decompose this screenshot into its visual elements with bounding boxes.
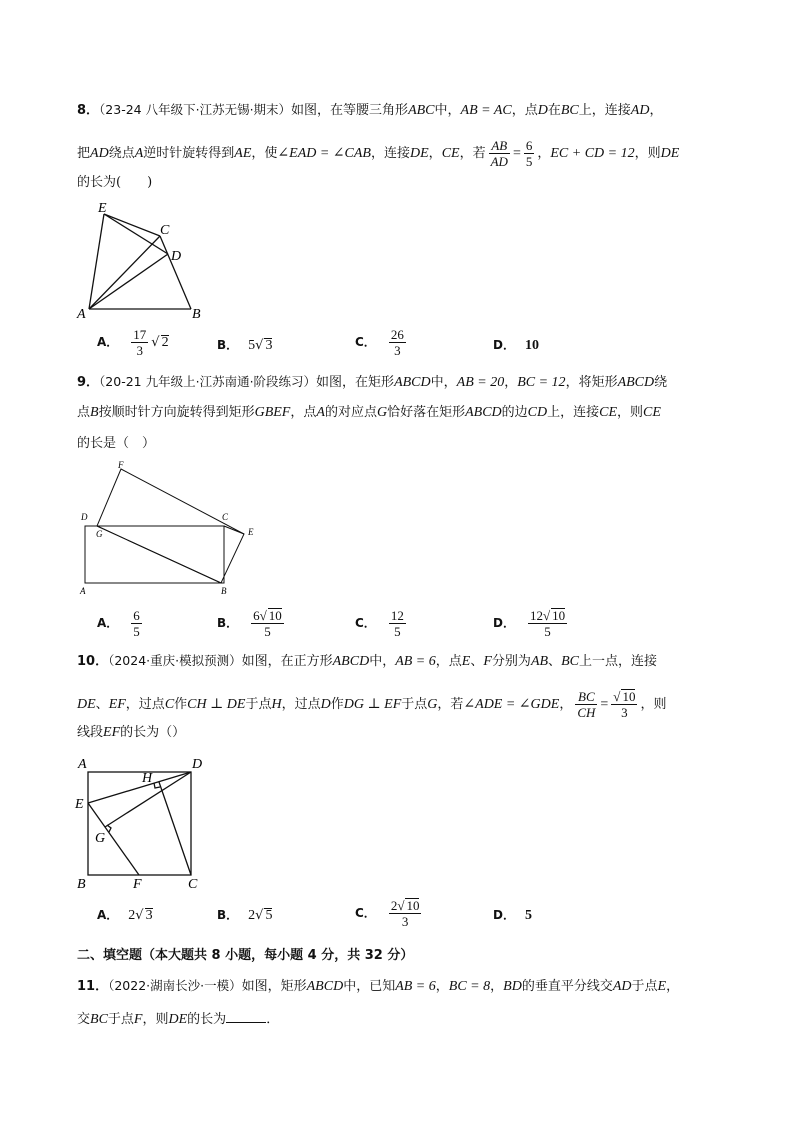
q9-number: 9． [77,375,100,390]
q9-text: 的边 [501,405,528,420]
q11-number: 11． [77,979,109,994]
q11-text: ， [666,979,680,994]
q9-math: BC = 12 [517,375,566,390]
q9-math: ABCD [617,375,655,390]
q8-option-b[interactable]: B． 5√ 3 [217,338,273,353]
fraction-numerator: 26 [390,327,404,342]
q10-math: AB = 6 [395,654,436,669]
q8-math: ∠EAD = ∠CAB [277,146,371,161]
q9-line-3 [77,435,155,453]
q8-option-d[interactable] [493,336,539,355]
q10-text: ，过点 [281,697,321,712]
q11-text: ， [490,979,504,994]
q8-math: AE [234,146,252,161]
coefficient: 12 [529,608,543,623]
fraction-numerator: 6 [133,608,140,623]
q8-text: ，则 [634,146,661,161]
q9-text: 绕 [654,375,668,390]
q10-text: 如图，在正方形 [241,654,333,669]
q10-text: 、 [470,654,484,669]
q8-math: BC [560,103,579,118]
q9-text: 上，连接 [547,405,600,420]
label-e: E [248,527,254,537]
option-label: A． [97,616,119,630]
q8-number: 8． [77,103,100,118]
q10-text: ， [559,697,573,712]
option-label: B． [217,908,239,922]
q11-line-2 [77,1008,279,1029]
q11-source: （2022·湖南长沙·一模） [108,978,242,993]
radicand: 2 [161,335,169,350]
q9-text: ，则 [617,405,644,420]
q11-line-1 [77,977,679,996]
q11-text: ． [266,1012,280,1027]
q9-text: 中， [430,375,457,390]
segment-ed [104,214,168,254]
coefficient: 5 [248,338,256,353]
section-heading: 二、填空题（本大题共 8 小题，每小题 4 分，共 32 分） [77,948,414,963]
q8-math: DE [410,146,429,161]
q10-option-a[interactable]: A． 2√ 3 [97,908,153,923]
label-g: G [95,831,106,846]
q8-math: CE [441,146,460,161]
q10-math: = [600,697,609,712]
q8-text: ， [428,146,442,161]
coefficient: 6 [253,608,260,623]
fraction-denominator: 5 [544,624,551,639]
q11-text: ，则 [142,1012,169,1027]
q10-text: 分别为 [491,654,531,669]
q8-text: 如图，在等腰三角形 [291,103,409,118]
fraction-numerator: AB [489,138,510,154]
label-c: C [160,223,170,238]
segment-de [88,772,191,803]
label-e: E [75,797,84,812]
label-d: D [171,249,182,264]
option-label: B． [217,338,239,352]
q9-math: CD [527,405,548,420]
q11-text: 的长为 [187,1012,227,1027]
option-label: C． [355,335,376,349]
coefficient: 2 [248,908,256,923]
q9-math: CE [599,405,618,420]
segment-ch [159,782,191,875]
q8-line-3 [77,174,152,192]
option-fraction: $\frac{2√ 10}{3}$ [390,898,420,929]
q11-text: 于点 [107,1012,134,1027]
q8-text: 绕点 [108,146,135,161]
q10-text: 作 [174,697,188,712]
q11-math: E [657,979,667,994]
segment-ac [89,236,160,309]
label-d: D [81,512,88,522]
option-value: 5 [524,908,532,923]
coefficient: 2 [390,898,398,913]
fraction-denominator: 5 [525,154,533,169]
segment-gb [97,526,221,583]
q10-source: （2024·重庆·模拟预测） [108,653,242,668]
fraction-denominator: 5 [264,624,271,639]
q10-fraction-rhs: $\frac{√ 10}{3}$ [613,689,636,720]
q8-text: ， [537,146,551,161]
label-c: C [222,512,229,522]
option-fraction [131,327,148,358]
q9-line-1 [77,373,667,392]
q10-text: ，过点 [125,697,165,712]
q8-fraction-6-5 [524,138,535,169]
option-label: B． [217,616,239,630]
fraction-denominator: 3 [401,914,409,929]
label-g: G [96,529,103,539]
q9-figure [76,458,266,600]
q11-math: BC [90,1012,108,1027]
q9-text: 点 [77,405,91,420]
q9-math: ABCD [394,375,431,390]
q11-text: 中，已知 [343,979,396,994]
q9-text: 恰好落在矩形 [387,405,466,420]
option-fraction: $\frac{6√ 10}{5}$ [253,608,282,639]
q11-math: AB = 6 [395,979,436,994]
q10-math: H [271,697,282,712]
q9-math: A [316,405,325,420]
label-h: H [142,771,153,786]
option-label: A． [97,335,119,349]
q10-text: ，则 [640,697,667,712]
radicand: 10 [552,608,566,623]
q8-text: 把 [77,146,91,161]
option-label: C． [355,906,376,920]
q9-math: CE [643,405,661,420]
q10-text: 于点 [245,697,272,712]
q8-math: AD [630,103,650,118]
q11-math: BD [503,979,522,994]
coefficient: 2 [128,908,136,923]
label-a: A [78,757,87,772]
q9-text: ，将矩形 [565,375,618,390]
q10-math: ∠ADE = ∠GDE [463,697,560,712]
q9-math: GBEF [254,405,291,420]
label-b: B [192,307,201,322]
q9-option-a[interactable] [97,608,145,639]
q8-line-1 [77,101,662,120]
q8-text: ， [649,103,663,118]
q8-text: ，使 [251,146,278,161]
label-e: E [98,201,107,216]
q8-text: 在 [547,103,561,118]
option-value: 10 [524,338,539,353]
q11-math: F [133,1012,143,1027]
q11-math: ABCD [306,979,344,994]
q10-math: D [320,697,331,712]
q10-text: ，点 [435,654,462,669]
option-label: D． [493,616,515,630]
option-fraction [389,608,406,639]
radicand: 3 [145,908,153,923]
q10-math: ABCD [332,654,370,669]
option-label: C． [355,616,376,630]
q9-source: （20-21 九年级上·江苏南通·阶段练习） [99,374,317,389]
q8-text: 的长为( ) [77,175,153,190]
q8-text: ，连接 [370,146,410,161]
q8-text: 上，连接 [578,103,631,118]
q10-text: ，若 [437,697,464,712]
q10-math: G [427,697,438,712]
segment-ad [89,254,168,309]
q10-line-3 [77,724,185,742]
fraction-denominator: 5 [133,624,140,639]
q9-math: B [90,405,99,420]
q10-text: 、 [95,697,109,712]
option-label: D． [493,338,515,352]
q9-line-2 [77,404,661,422]
q9-math: ABCD [465,405,502,420]
q8-line-2 [77,138,679,169]
q8-source: （23-24 八年级下·江苏无锡·期末） [99,102,292,117]
q10-option-d[interactable] [493,906,532,925]
q10-math: EF [103,725,121,740]
fraction-denominator: 3 [136,343,144,358]
q10-math: E [461,654,471,669]
q9-option-c[interactable] [355,608,409,639]
fraction-numerator: 17 [133,327,147,342]
q11-text: 交 [77,1012,91,1027]
q9-option-b[interactable] [217,608,287,639]
q10-math: F [483,654,492,669]
q8-text: ，若 [459,146,486,161]
q10-math: CH ⊥ DE [187,697,246,712]
label-f: F [133,877,142,892]
q8-text: 逆时针旋转得到 [143,146,235,161]
q10-text: 作 [330,697,344,712]
radicand: 10 [268,608,282,623]
q9-text: 的对应点 [324,405,377,420]
radicand: 5 [265,908,273,923]
q11-math: AD [612,979,632,994]
q8-option-c[interactable] [355,327,409,358]
q10-option-b[interactable]: B． 2√ 5 [217,908,273,923]
label-f: F [118,460,124,470]
q10-number: 10． [77,654,109,669]
segment-cb [160,236,191,309]
fraction-numerator: BC [575,689,597,705]
fraction-denominator: AD [490,154,508,169]
q10-fraction-bc-ch [575,689,597,720]
q10-line-1 [77,652,657,671]
q11-text: 于点 [631,979,658,994]
q10-text: 线段 [77,725,104,740]
q9-math: AB = 20 [456,375,505,390]
q9-math: G [376,405,388,420]
q8-math: A [134,146,144,161]
q11-text: 如图，矩形 [241,979,307,994]
q8-math: AD [90,146,109,161]
label-c: C [188,877,198,892]
q11-text: ， [435,979,449,994]
q11-math: DE [168,1012,188,1027]
q10-math: EF [108,697,126,712]
q8-math: AB = AC [460,103,512,118]
q8-math: = [512,146,521,161]
q8-option-a[interactable]: A． $\frac{17}{3}$ √ 2 [97,327,169,358]
q8-math: ABC [408,103,435,118]
q10-math: AB [530,654,549,669]
q10-math: C [164,697,175,712]
fraction-numerator: 12 [390,608,404,623]
q10-text: 于点 [401,697,428,712]
q11-math: BC = 8 [448,979,491,994]
q10-text: 的长为（） [120,725,186,740]
fraction-denominator: 3 [394,343,401,358]
q10-text: 上一点，连接 [578,654,657,669]
label-b: B [221,586,227,596]
q11-text: 的垂直平分线交 [521,979,613,994]
q8-text: ，点 [511,103,538,118]
q8-math: D [537,103,548,118]
q9-text: 如图，在矩形 [316,375,395,390]
q10-math: DE [77,697,96,712]
label-a: A [80,586,86,596]
q10-option-c[interactable] [355,898,424,929]
q8-math: EC + CD = 12 [550,146,635,161]
segment-ea [89,214,104,309]
q8-text: 中， [434,103,461,118]
q10-figure [72,752,212,892]
label-d: D [192,757,203,772]
label-a: A [77,307,86,322]
q10-text: 中， [369,654,396,669]
q10-math: BC [561,654,579,669]
option-fraction [131,608,142,639]
radicand: 3 [265,338,273,353]
option-fraction [389,327,406,358]
q8-math: DE [660,146,680,161]
q9-option-d[interactable] [493,608,570,639]
q10-text: 、 [548,654,562,669]
option-label: A． [97,908,119,922]
q10-math: DG ⊥ EF [343,697,402,712]
option-fraction: $\frac{12√ 10}{5}$ [529,608,566,639]
answer-blank[interactable] [226,1008,266,1023]
q8-figure [74,198,214,323]
fraction-denominator: 5 [394,624,401,639]
q9-text: ， [504,375,518,390]
q9-text: 的长是（ ） [77,436,156,451]
radicand: 10 [622,689,636,704]
q9-text: ，点 [290,405,317,420]
fraction-denominator: CH [577,705,596,720]
segment-ec [104,214,160,236]
q9-text: 按顺时针方向旋转得到矩形 [98,405,255,420]
radicand: 10 [406,898,420,913]
segment-ce [224,526,244,534]
q8-fraction-ab-ad [489,138,510,169]
fraction-denominator: 3 [621,705,628,720]
q10-line-2 [77,689,666,720]
fraction-numerator: 6 [525,138,533,153]
option-label: D． [493,908,515,922]
label-b: B [77,877,86,892]
